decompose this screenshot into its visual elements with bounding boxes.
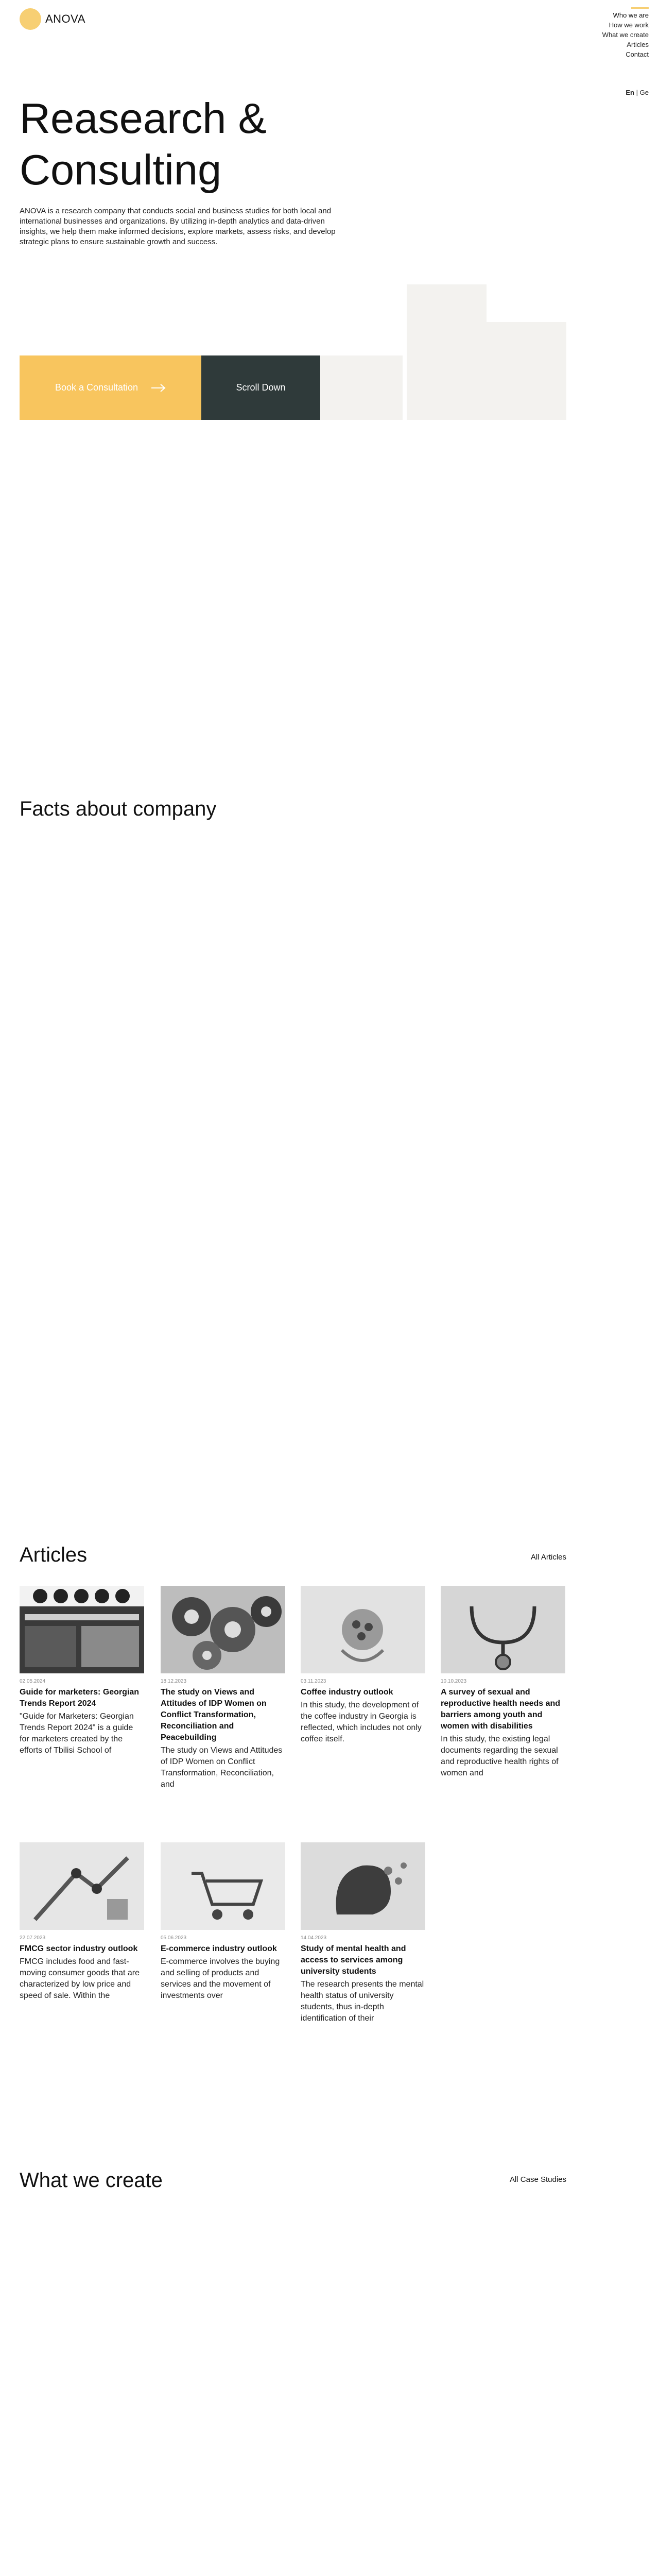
article-title[interactable]: Guide for marketers: Georgian Trends Report 2024 bbox=[20, 1688, 140, 1708]
article-card[interactable] bbox=[301, 1586, 425, 1745]
stethoscope-image bbox=[441, 1586, 565, 1673]
article-excerpt: E-commerce involves the buying and selling of products and services and the movement of investments over bbox=[161, 1957, 280, 2000]
article-card[interactable] bbox=[161, 1586, 285, 1790]
scroll-down-button[interactable]: Scroll Down bbox=[201, 355, 320, 420]
hero-block-1 bbox=[320, 355, 403, 420]
hero-block-3 bbox=[487, 322, 566, 420]
article-date: 05.06.2023 bbox=[161, 1935, 187, 1941]
article-image bbox=[301, 1586, 425, 1673]
lang-en[interactable]: En bbox=[626, 89, 635, 96]
article-date: 14.04.2023 bbox=[301, 1935, 327, 1941]
facts-heading: Facts about company bbox=[20, 798, 217, 820]
hero-block-2 bbox=[407, 284, 487, 420]
nav-item-how-we-work[interactable]: How we work bbox=[609, 21, 649, 29]
article-image bbox=[301, 1842, 425, 1930]
article-title[interactable]: FMCG sector industry outlook bbox=[20, 1944, 138, 1953]
arrow-right-icon bbox=[151, 384, 166, 392]
coffee-image bbox=[301, 1586, 425, 1673]
book-consultation-button[interactable] bbox=[20, 355, 201, 420]
mental-health-image bbox=[301, 1842, 425, 1930]
trends-report-image bbox=[20, 1586, 144, 1673]
article-card[interactable] bbox=[301, 1842, 425, 2024]
nav-item-articles[interactable]: Articles bbox=[627, 41, 649, 48]
nav-item-who-we-are[interactable]: Who we are bbox=[613, 11, 649, 19]
logo[interactable] bbox=[20, 8, 85, 30]
article-date: 10.10.2023 bbox=[441, 1679, 467, 1684]
gears-image bbox=[161, 1586, 285, 1673]
article-title[interactable]: A survey of sexual and reproductive health needs and barriers among youth and women with disabilities bbox=[441, 1688, 561, 1731]
article-title[interactable]: The study on Views and Attitudes of IDP Women on Conflict Transformation, Reconciliation and Peacebuilding bbox=[161, 1688, 267, 1742]
article-card[interactable] bbox=[20, 1842, 144, 2002]
logo-text: ANOVA bbox=[45, 12, 85, 25]
article-date: 03.11.2023 bbox=[301, 1679, 326, 1684]
ecommerce-cart-image bbox=[161, 1842, 285, 1930]
article-excerpt: In this study, the existing legal documents regarding the sexual and reproductive health rights of women and bbox=[441, 1735, 559, 1777]
nav-active-indicator bbox=[631, 7, 649, 9]
lang-ge[interactable]: Ge bbox=[639, 89, 649, 96]
article-image bbox=[441, 1586, 565, 1673]
article-image bbox=[161, 1842, 285, 1930]
article-image bbox=[20, 1842, 144, 1930]
book-consultation-label: Book a Consultation bbox=[55, 382, 138, 393]
article-image bbox=[161, 1586, 285, 1673]
article-date: 02.05.2024 bbox=[20, 1679, 46, 1684]
what-we-create-heading: What we create bbox=[20, 2169, 163, 2192]
article-card[interactable] bbox=[20, 1586, 144, 1756]
article-excerpt: In this study, the development of the coffee industry in Georgia is reflected, which includes not only coffee itself. bbox=[301, 1701, 422, 1743]
nav-item-contact[interactable]: Contact bbox=[626, 50, 649, 58]
page-title: Reasearch & Consulting bbox=[20, 94, 267, 194]
main-nav bbox=[602, 7, 649, 59]
lang-separator: | bbox=[636, 89, 638, 96]
all-case-studies-link[interactable]: All Case Studies bbox=[509, 2175, 566, 2184]
article-excerpt: "Guide for Marketers: Georgian Trends Report 2024" is a guide for marketers created by the efforts of Tbilisi School of bbox=[20, 1712, 134, 1755]
article-excerpt: The study on Views and Attitudes of IDP Women on Conflict Transformation, Reconciliation, and bbox=[161, 1746, 283, 1789]
logo-mark bbox=[20, 8, 41, 30]
hero-description: ANOVA is a research company that conducts social and business studies for both local and international businesses and organizations. By utilizing in-depth analytics and data-driven insights, we help them make informed decisions, explore markets, assess risks, and develop strategic plans to ensure sustainable growth and success. bbox=[20, 207, 336, 246]
article-excerpt: The research presents the mental health status of university students, thus in-depth identification of their bbox=[301, 1980, 424, 2023]
article-card[interactable] bbox=[441, 1586, 565, 1779]
language-switcher bbox=[626, 89, 649, 96]
articles-heading: Articles bbox=[20, 1544, 88, 1566]
article-title[interactable]: E-commerce industry outlook bbox=[161, 1944, 277, 1953]
article-excerpt: FMCG includes food and fast-moving consumer goods that are characterized by low price and speed of sale. Within the bbox=[20, 1957, 140, 2000]
nav-item-what-we-create[interactable]: What we create bbox=[602, 31, 649, 39]
fmcg-image bbox=[20, 1842, 144, 1930]
article-card[interactable] bbox=[161, 1842, 285, 2002]
article-date: 18.12.2023 bbox=[161, 1679, 187, 1684]
all-articles-link[interactable]: All Articles bbox=[530, 1553, 566, 1562]
article-image bbox=[20, 1586, 144, 1673]
article-title[interactable]: Study of mental health and access to services among university students bbox=[301, 1944, 406, 1976]
article-date: 22.07.2023 bbox=[20, 1935, 46, 1941]
article-title[interactable]: Coffee industry outlook bbox=[301, 1688, 393, 1697]
